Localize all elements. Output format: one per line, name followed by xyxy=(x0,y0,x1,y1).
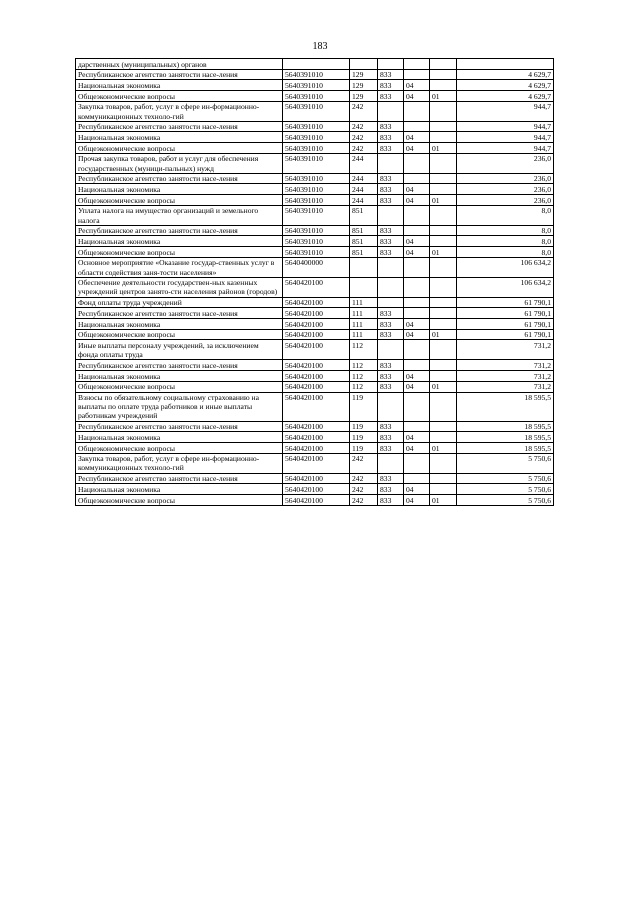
name-cell: Республиканское агентство занятости насе-ления xyxy=(76,173,283,184)
target-article-cell: 5640420100 xyxy=(283,297,350,308)
amount-cell: 18 595,5 xyxy=(457,443,554,454)
target-article-cell: 5640391010 xyxy=(283,184,350,195)
administrator-code-cell: 833 xyxy=(378,173,404,184)
amount-cell: 236,0 xyxy=(457,173,554,184)
section-cell xyxy=(404,453,430,473)
expense-type-cell: 851 xyxy=(350,247,378,258)
subsection-cell xyxy=(430,277,457,297)
expense-type-cell: 244 xyxy=(350,153,378,173)
table-row xyxy=(76,277,554,297)
section-cell xyxy=(404,360,430,371)
name-cell: Фонд оплаты труда учреждений xyxy=(76,297,283,308)
expense-type-cell xyxy=(350,257,378,277)
section-cell xyxy=(404,277,430,297)
amount-cell: 5 750,6 xyxy=(457,495,554,506)
table-row xyxy=(76,329,554,340)
expense-type-cell: 111 xyxy=(350,319,378,330)
section-cell xyxy=(404,421,430,432)
section-cell: 04 xyxy=(404,381,430,392)
table-row xyxy=(76,340,554,360)
subsection-cell xyxy=(430,473,457,484)
section-cell: 04 xyxy=(404,432,430,443)
expense-type-cell: 119 xyxy=(350,443,378,454)
name-cell: Национальная экономика xyxy=(76,132,283,143)
administrator-code-cell: 833 xyxy=(378,69,404,80)
amount-cell: 18 595,5 xyxy=(457,392,554,421)
table-row xyxy=(76,421,554,432)
administrator-code-cell: 833 xyxy=(378,443,404,454)
amount-cell: 731,2 xyxy=(457,381,554,392)
subsection-cell: 01 xyxy=(430,91,457,102)
name-cell: Закупка товаров, работ, услуг в сфере ин-формационно-коммуникационных техноло-гий xyxy=(76,101,283,121)
expense-type-cell xyxy=(350,59,378,70)
section-cell xyxy=(404,59,430,70)
expense-type-cell: 244 xyxy=(350,173,378,184)
table-row xyxy=(76,371,554,382)
section-cell xyxy=(404,308,430,319)
amount-cell: 18 595,5 xyxy=(457,421,554,432)
target-article-cell: 5640420100 xyxy=(283,319,350,330)
administrator-code-cell: 833 xyxy=(378,381,404,392)
expense-type-cell: 242 xyxy=(350,453,378,473)
section-cell: 04 xyxy=(404,371,430,382)
section-cell: 04 xyxy=(404,132,430,143)
table-row xyxy=(76,257,554,277)
subsection-cell xyxy=(430,392,457,421)
section-cell xyxy=(404,101,430,121)
section-cell xyxy=(404,153,430,173)
administrator-code-cell xyxy=(378,59,404,70)
administrator-code-cell: 833 xyxy=(378,308,404,319)
subsection-cell xyxy=(430,69,457,80)
amount-cell: 61 790,1 xyxy=(457,308,554,319)
page-number: 183 xyxy=(312,41,328,52)
expense-type-cell: 112 xyxy=(350,340,378,360)
amount-cell: 61 790,1 xyxy=(457,329,554,340)
name-cell: Закупка товаров, работ, услуг в сфере ин-формационно-коммуникационных техноло-гий xyxy=(76,453,283,473)
subsection-cell xyxy=(430,80,457,91)
administrator-code-cell xyxy=(378,277,404,297)
expense-type-cell: 111 xyxy=(350,329,378,340)
expense-type-cell: 242 xyxy=(350,121,378,132)
subsection-cell xyxy=(430,484,457,495)
target-article-cell: 5640391010 xyxy=(283,225,350,236)
section-cell xyxy=(404,69,430,80)
amount-cell xyxy=(457,59,554,70)
expense-type-cell: 112 xyxy=(350,371,378,382)
subsection-cell xyxy=(430,184,457,195)
table-row xyxy=(76,443,554,454)
amount-cell: 731,2 xyxy=(457,371,554,382)
table-row xyxy=(76,101,554,121)
name-cell: Обеспечение деятельности государствен-ных казенных учреждений центров занято-сти населения районов (городов) xyxy=(76,277,283,297)
name-cell: Общеэкономические вопросы xyxy=(76,247,283,258)
expense-type-cell: 242 xyxy=(350,473,378,484)
target-article-cell: 5640420100 xyxy=(283,495,350,506)
table-row xyxy=(76,91,554,102)
amount-cell: 8,0 xyxy=(457,205,554,225)
target-article-cell: 5640420100 xyxy=(283,473,350,484)
expense-type-cell: 242 xyxy=(350,484,378,495)
table-row xyxy=(76,69,554,80)
name-cell: Республиканское агентство занятости насе-ления xyxy=(76,69,283,80)
target-article-cell: 5640420100 xyxy=(283,453,350,473)
expense-type-cell: 129 xyxy=(350,91,378,102)
table-row xyxy=(76,432,554,443)
name-cell: Уплата налога на имущество организаций и земельного налога xyxy=(76,205,283,225)
expense-type-cell: 244 xyxy=(350,195,378,206)
administrator-code-cell: 833 xyxy=(378,225,404,236)
table-row xyxy=(76,360,554,371)
administrator-code-cell: 833 xyxy=(378,184,404,195)
administrator-code-cell: 833 xyxy=(378,421,404,432)
target-article-cell: 5640420100 xyxy=(283,340,350,360)
target-article-cell: 5640420100 xyxy=(283,484,350,495)
subsection-cell: 01 xyxy=(430,247,457,258)
amount-cell: 18 595,5 xyxy=(457,432,554,443)
subsection-cell xyxy=(430,101,457,121)
expense-type-cell: 112 xyxy=(350,381,378,392)
section-cell: 04 xyxy=(404,91,430,102)
target-article-cell: 5640391010 xyxy=(283,101,350,121)
administrator-code-cell: 833 xyxy=(378,121,404,132)
subsection-cell xyxy=(430,297,457,308)
amount-cell: 4 629,7 xyxy=(457,69,554,80)
amount-cell: 61 790,1 xyxy=(457,319,554,330)
table-row xyxy=(76,308,554,319)
budget-table xyxy=(75,58,554,506)
table-body xyxy=(76,59,554,506)
name-cell: Республиканское агентство занятости насе-ления xyxy=(76,421,283,432)
table-row xyxy=(76,173,554,184)
section-cell: 04 xyxy=(404,195,430,206)
target-article-cell: 5640391010 xyxy=(283,195,350,206)
target-article-cell: 5640420100 xyxy=(283,360,350,371)
table-row xyxy=(76,153,554,173)
name-cell: Общеэкономические вопросы xyxy=(76,381,283,392)
name-cell: Национальная экономика xyxy=(76,80,283,91)
name-cell: Иные выплаты персоналу учреждений, за исключением фонда оплаты труда xyxy=(76,340,283,360)
target-article-cell: 5640400000 xyxy=(283,257,350,277)
subsection-cell: 01 xyxy=(430,329,457,340)
subsection-cell xyxy=(430,59,457,70)
name-cell: Взносы по обязательному социальному страхованию на выплаты по оплате труда работников и иные выплаты работникам учреждений xyxy=(76,392,283,421)
name-cell: Национальная экономика xyxy=(76,432,283,443)
table-row xyxy=(76,80,554,91)
subsection-cell: 01 xyxy=(430,195,457,206)
amount-cell: 61 790,1 xyxy=(457,297,554,308)
target-article-cell: 5640391010 xyxy=(283,143,350,154)
section-cell xyxy=(404,121,430,132)
expense-type-cell: 244 xyxy=(350,184,378,195)
amount-cell: 236,0 xyxy=(457,153,554,173)
table-row xyxy=(76,205,554,225)
administrator-code-cell: 833 xyxy=(378,473,404,484)
name-cell: Республиканское агентство занятости насе-ления xyxy=(76,121,283,132)
table-row xyxy=(76,392,554,421)
expense-type-cell: 119 xyxy=(350,392,378,421)
name-cell: Республиканское агентство занятости насе-ления xyxy=(76,308,283,319)
table-row xyxy=(76,495,554,506)
section-cell: 04 xyxy=(404,80,430,91)
target-article-cell: 5640391010 xyxy=(283,91,350,102)
subsection-cell xyxy=(430,121,457,132)
administrator-code-cell: 833 xyxy=(378,329,404,340)
name-cell: Национальная экономика xyxy=(76,184,283,195)
amount-cell: 944,7 xyxy=(457,121,554,132)
table-row xyxy=(76,473,554,484)
subsection-cell: 01 xyxy=(430,443,457,454)
table-row xyxy=(76,236,554,247)
administrator-code-cell: 833 xyxy=(378,80,404,91)
table-row xyxy=(76,225,554,236)
administrator-code-cell: 833 xyxy=(378,319,404,330)
amount-cell: 8,0 xyxy=(457,225,554,236)
target-article-cell: 5640420100 xyxy=(283,443,350,454)
section-cell: 04 xyxy=(404,443,430,454)
amount-cell: 731,2 xyxy=(457,340,554,360)
subsection-cell xyxy=(430,340,457,360)
name-cell: Основное мероприятие «Оказание государ-ственных услуг в области содействия заня-тости населения» xyxy=(76,257,283,277)
section-cell: 04 xyxy=(404,143,430,154)
amount-cell: 944,7 xyxy=(457,143,554,154)
table-row xyxy=(76,132,554,143)
subsection-cell xyxy=(430,432,457,443)
administrator-code-cell: 833 xyxy=(378,360,404,371)
expense-type-cell: 119 xyxy=(350,421,378,432)
administrator-code-cell xyxy=(378,205,404,225)
administrator-code-cell xyxy=(378,297,404,308)
administrator-code-cell: 833 xyxy=(378,371,404,382)
subsection-cell xyxy=(430,236,457,247)
name-cell: Республиканское агентство занятости насе-ления xyxy=(76,360,283,371)
name-cell: Общеэкономические вопросы xyxy=(76,495,283,506)
name-cell: дарственных (муниципальных) органов xyxy=(76,59,283,70)
target-article-cell: 5640391010 xyxy=(283,69,350,80)
target-article-cell: 5640420100 xyxy=(283,421,350,432)
subsection-cell xyxy=(430,371,457,382)
target-article-cell: 5640420100 xyxy=(283,371,350,382)
section-cell xyxy=(404,173,430,184)
subsection-cell: 01 xyxy=(430,143,457,154)
name-cell: Прочая закупка товаров, работ и услуг для обеспечения государственных (муници-пальных) нужд xyxy=(76,153,283,173)
administrator-code-cell: 833 xyxy=(378,432,404,443)
table-row xyxy=(76,143,554,154)
name-cell: Общеэкономические вопросы xyxy=(76,443,283,454)
subsection-cell: 01 xyxy=(430,381,457,392)
target-article-cell: 5640420100 xyxy=(283,329,350,340)
section-cell xyxy=(404,392,430,421)
amount-cell: 731,2 xyxy=(457,360,554,371)
expense-type-cell: 111 xyxy=(350,308,378,319)
administrator-code-cell: 833 xyxy=(378,195,404,206)
name-cell: Республиканское агентство занятости насе-ления xyxy=(76,225,283,236)
target-article-cell: 5640391010 xyxy=(283,153,350,173)
target-article-cell: 5640391010 xyxy=(283,247,350,258)
name-cell: Общеэкономические вопросы xyxy=(76,91,283,102)
table-row xyxy=(76,59,554,70)
expense-type-cell: 851 xyxy=(350,205,378,225)
target-article-cell: 5640420100 xyxy=(283,392,350,421)
section-cell: 04 xyxy=(404,484,430,495)
section-cell xyxy=(404,473,430,484)
administrator-code-cell: 833 xyxy=(378,484,404,495)
target-article-cell: 5640420100 xyxy=(283,381,350,392)
name-cell: Общеэкономические вопросы xyxy=(76,143,283,154)
expense-type-cell: 851 xyxy=(350,236,378,247)
table-row xyxy=(76,195,554,206)
section-cell: 04 xyxy=(404,319,430,330)
table-row xyxy=(76,184,554,195)
expense-type-cell: 851 xyxy=(350,225,378,236)
amount-cell: 8,0 xyxy=(457,247,554,258)
section-cell: 04 xyxy=(404,184,430,195)
section-cell xyxy=(404,205,430,225)
administrator-code-cell xyxy=(378,257,404,277)
administrator-code-cell: 833 xyxy=(378,132,404,143)
section-cell xyxy=(404,297,430,308)
table-row xyxy=(76,381,554,392)
administrator-code-cell: 833 xyxy=(378,143,404,154)
expense-type-cell: 242 xyxy=(350,495,378,506)
expense-type-cell: 111 xyxy=(350,297,378,308)
section-cell xyxy=(404,257,430,277)
amount-cell: 106 634,2 xyxy=(457,277,554,297)
amount-cell: 4 629,7 xyxy=(457,80,554,91)
name-cell: Республиканское агентство занятости насе-ления xyxy=(76,473,283,484)
table-row xyxy=(76,247,554,258)
administrator-code-cell: 833 xyxy=(378,495,404,506)
administrator-code-cell xyxy=(378,153,404,173)
table-row xyxy=(76,453,554,473)
table-row xyxy=(76,121,554,132)
target-article-cell: 5640391010 xyxy=(283,132,350,143)
table-row xyxy=(76,297,554,308)
name-cell: Общеэкономические вопросы xyxy=(76,329,283,340)
expense-type-cell: 119 xyxy=(350,432,378,443)
section-cell xyxy=(404,225,430,236)
amount-cell: 5 750,6 xyxy=(457,484,554,495)
expense-type-cell: 242 xyxy=(350,143,378,154)
name-cell: Национальная экономика xyxy=(76,371,283,382)
name-cell: Общеэкономические вопросы xyxy=(76,195,283,206)
administrator-code-cell: 833 xyxy=(378,247,404,258)
subsection-cell xyxy=(430,225,457,236)
expense-type-cell: 129 xyxy=(350,80,378,91)
amount-cell: 5 750,6 xyxy=(457,473,554,484)
subsection-cell xyxy=(430,453,457,473)
target-article-cell: 5640391010 xyxy=(283,205,350,225)
expense-type-cell: 242 xyxy=(350,101,378,121)
subsection-cell: 01 xyxy=(430,495,457,506)
target-article-cell: 5640420100 xyxy=(283,308,350,319)
target-article-cell: 5640420100 xyxy=(283,277,350,297)
amount-cell: 4 629,7 xyxy=(457,91,554,102)
subsection-cell xyxy=(430,257,457,277)
administrator-code-cell xyxy=(378,340,404,360)
target-article-cell: 5640391010 xyxy=(283,121,350,132)
subsection-cell xyxy=(430,173,457,184)
section-cell xyxy=(404,340,430,360)
name-cell: Национальная экономика xyxy=(76,236,283,247)
subsection-cell xyxy=(430,319,457,330)
target-article-cell: 5640420100 xyxy=(283,432,350,443)
expense-type-cell: 129 xyxy=(350,69,378,80)
target-article-cell: 5640391010 xyxy=(283,173,350,184)
name-cell: Национальная экономика xyxy=(76,319,283,330)
expense-type-cell xyxy=(350,277,378,297)
expense-type-cell: 112 xyxy=(350,360,378,371)
name-cell: Национальная экономика xyxy=(76,484,283,495)
amount-cell: 944,7 xyxy=(457,101,554,121)
subsection-cell xyxy=(430,153,457,173)
amount-cell: 236,0 xyxy=(457,195,554,206)
administrator-code-cell xyxy=(378,101,404,121)
amount-cell: 5 750,6 xyxy=(457,453,554,473)
subsection-cell xyxy=(430,205,457,225)
table-row xyxy=(76,484,554,495)
administrator-code-cell: 833 xyxy=(378,236,404,247)
target-article-cell: 5640391010 xyxy=(283,80,350,91)
amount-cell: 106 634,2 xyxy=(457,257,554,277)
section-cell: 04 xyxy=(404,247,430,258)
expense-type-cell: 242 xyxy=(350,132,378,143)
section-cell: 04 xyxy=(404,329,430,340)
subsection-cell xyxy=(430,132,457,143)
amount-cell: 944,7 xyxy=(457,132,554,143)
amount-cell: 8,0 xyxy=(457,236,554,247)
section-cell: 04 xyxy=(404,495,430,506)
administrator-code-cell xyxy=(378,453,404,473)
subsection-cell xyxy=(430,308,457,319)
administrator-code-cell xyxy=(378,392,404,421)
amount-cell: 236,0 xyxy=(457,184,554,195)
table-row xyxy=(76,319,554,330)
target-article-cell xyxy=(283,59,350,70)
subsection-cell xyxy=(430,421,457,432)
target-article-cell: 5640391010 xyxy=(283,236,350,247)
section-cell: 04 xyxy=(404,236,430,247)
administrator-code-cell: 833 xyxy=(378,91,404,102)
subsection-cell xyxy=(430,360,457,371)
